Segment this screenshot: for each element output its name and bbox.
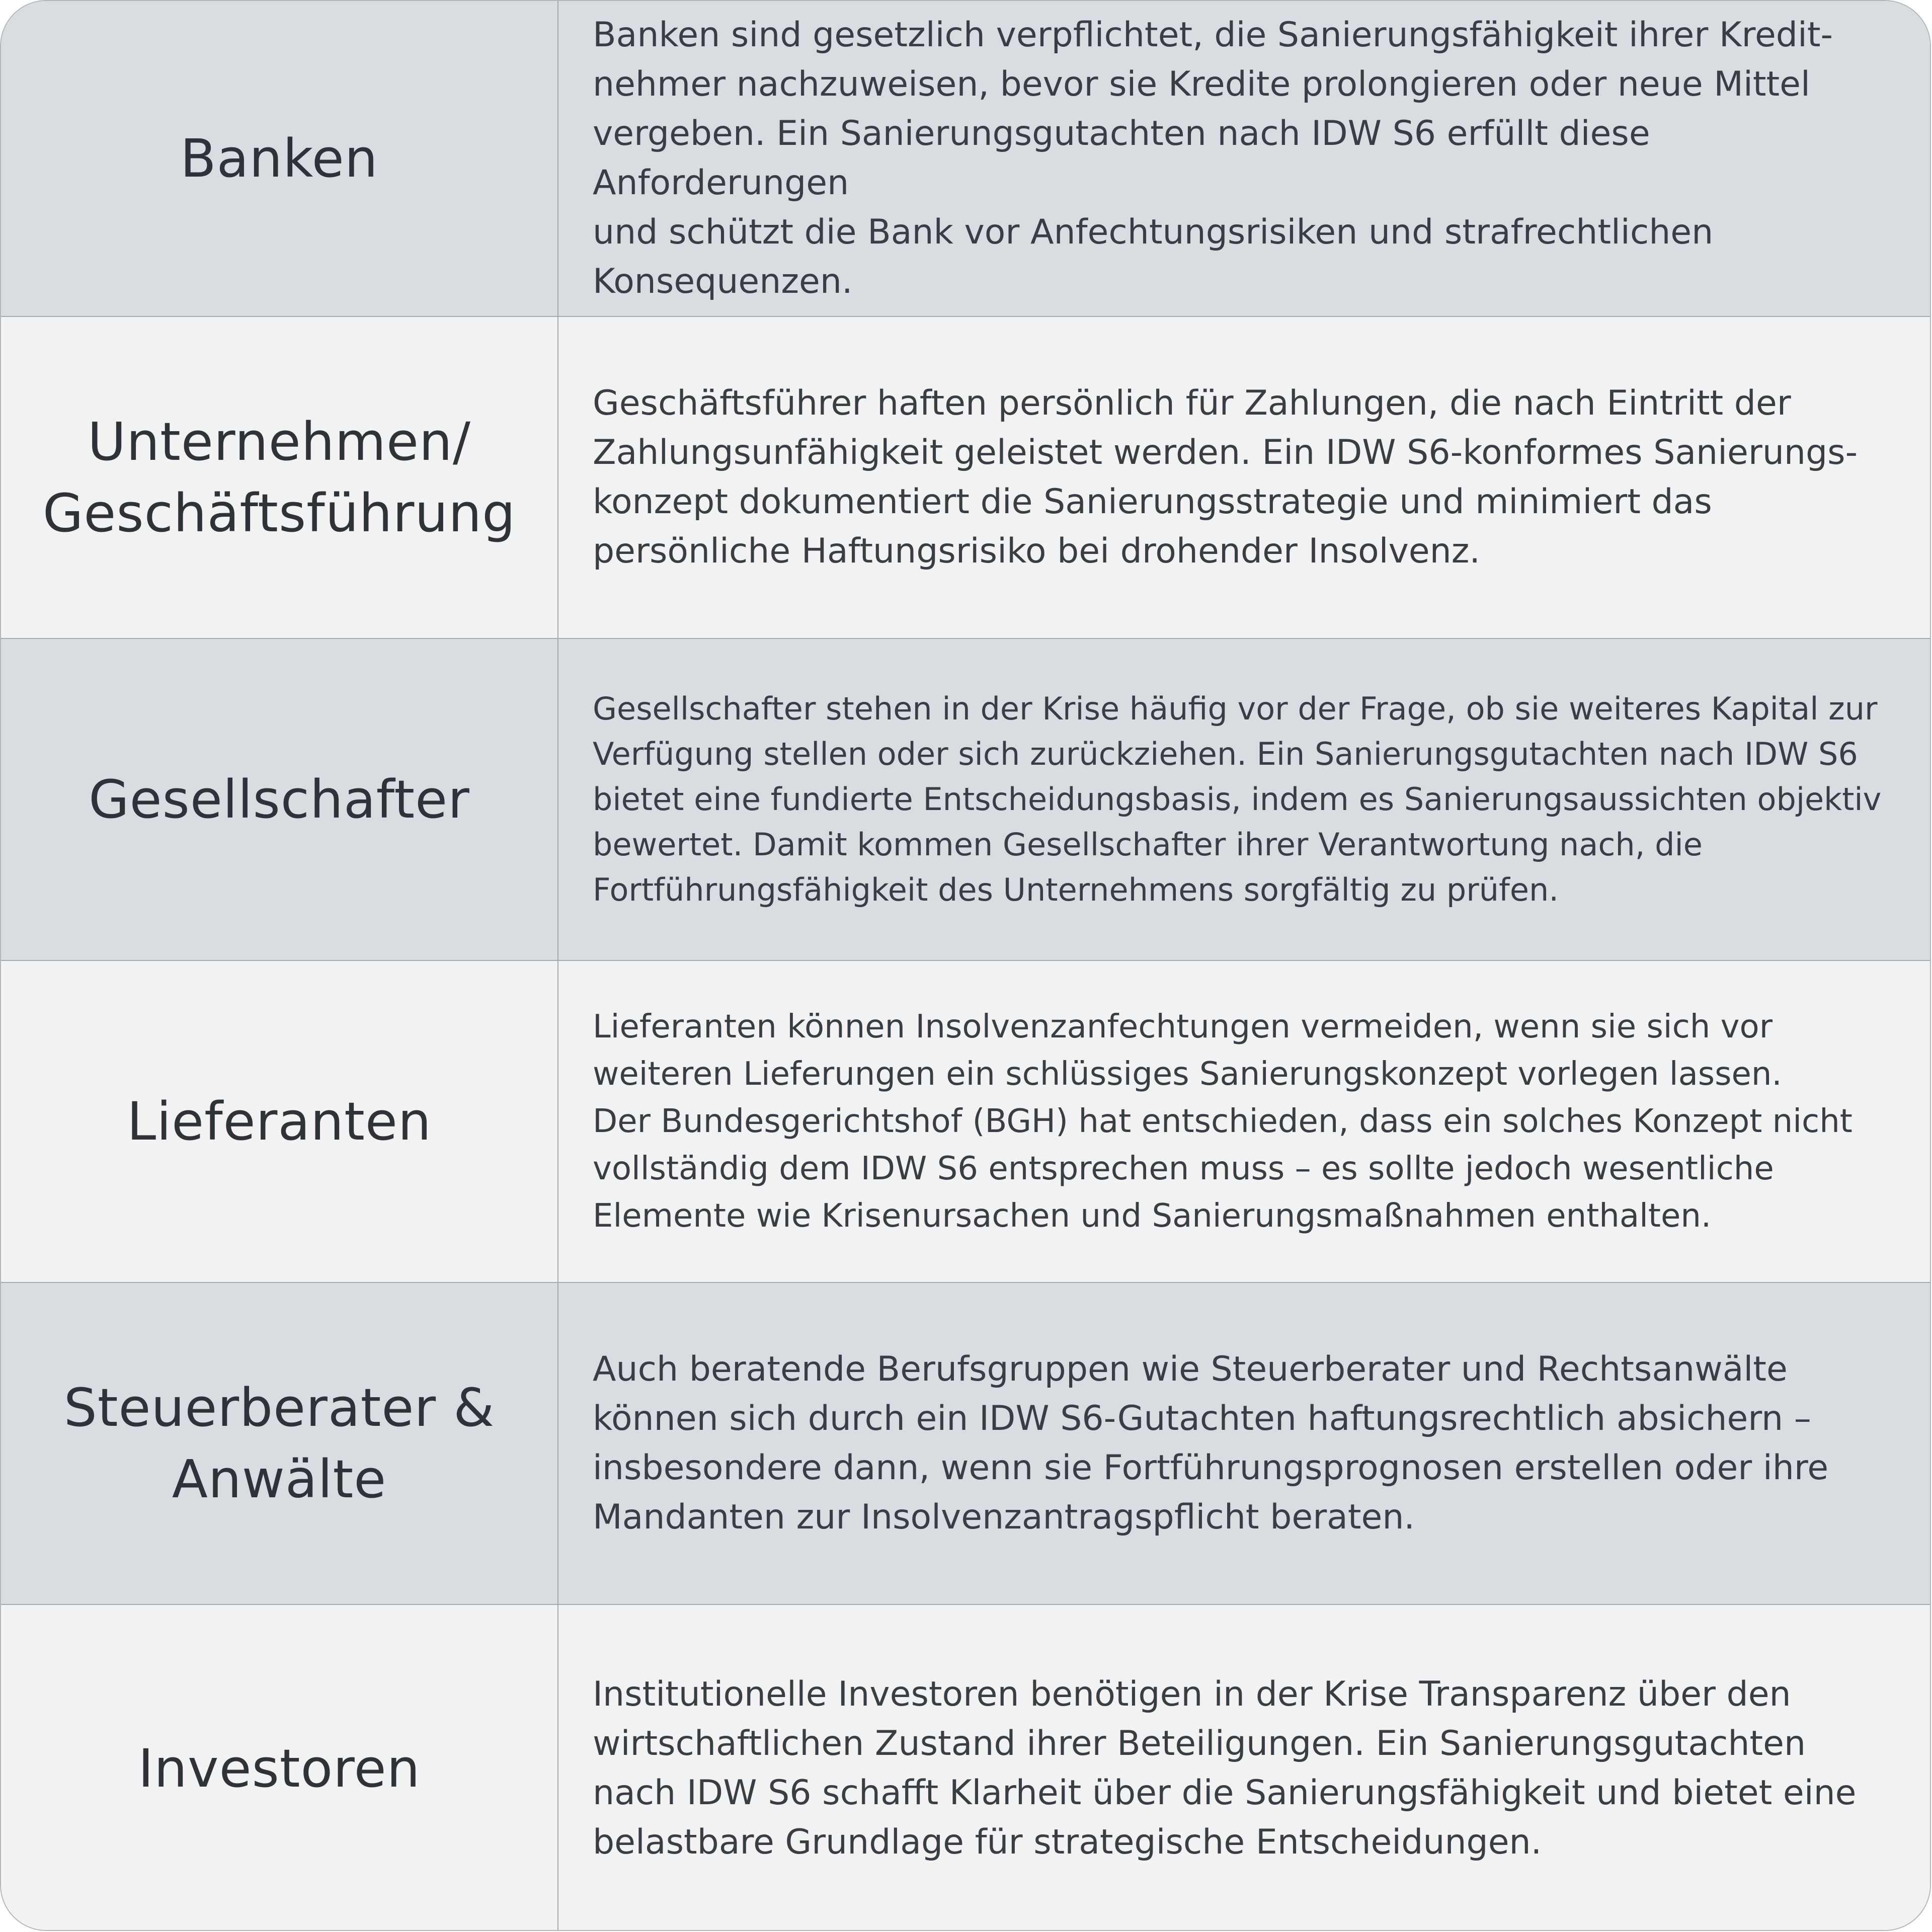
row-label: Unternehmen/ Geschäftsführung — [42, 411, 516, 544]
row-label: Steuerberater & Anwälte — [63, 1377, 495, 1510]
row-label-cell — [1, 1, 558, 316]
row-description: Institutionelle Investoren benötigen in der Krise Transparenz über den wirtschaftlichen Zustand ihrer Beteiligungen. Ein Sanierungsgutachten nach IDW S6 schafft Klarheit über die Sanierungsfähigkeit und bietet eine belastbare Grundlage für strategische Entscheidungen. — [593, 1674, 1857, 1862]
row-text-cell — [558, 639, 1930, 960]
row-lieferanten — [1, 961, 1930, 1283]
row-description: Gesellschafter stehen in der Krise häufig vor der Frage, ob sie weiteres Kapital zur Verfügung stellen oder sich zurückziehen. Ein Sanierungsgutachten nach IDW S6 bietet eine fundierte Entscheidungsbasis, indem es Sanierungsaussichten objektiv bewertet. Damit kommen Gesellschafter ihrer Verantwortung nach, die Fortführungsfähigkeit des Unternehmens sorgfältig zu prüfen. — [593, 690, 1882, 908]
row-unternehmen — [1, 317, 1930, 639]
row-label-cell — [1, 317, 558, 638]
row-investoren — [1, 1605, 1930, 1931]
row-label-cell — [1, 1605, 558, 1931]
row-label: Banken — [180, 128, 378, 189]
row-description: Geschäftsführer haften persönlich für Zahlungen, die nach Eintritt der Zahlungsunfähigkeit geleistet werden. Ein IDW S6-konformes Sanierungs- konzept dokumentiert die Sanierungsstrategie und minimiert das persönliche Haftungsrisiko bei drohender Insolvenz. — [593, 383, 1858, 571]
row-label-cell — [1, 1283, 558, 1604]
row-text-cell — [558, 1605, 1930, 1931]
row-steuerberater — [1, 1283, 1930, 1605]
row-text-cell — [558, 961, 1930, 1282]
row-gesellschafter — [1, 639, 1930, 961]
row-description: Banken sind gesetzlich verpflichtet, die Sanierungsfähigkeit ihrer Kredit- nehmer nachzuweisen, bevor sie Kredite prolongieren oder neue Mittel vergeben. Ein Sanierungsgutachten nach IDW S6 erfüllt diese Anforderungen und schützt die Bank vor Anfechtungsrisiken und strafrechtlichen Konsequenzen. — [593, 15, 1833, 301]
row-description: Lieferanten können Insolvenzanfechtungen vermeiden, wenn sie sich vor weiteren Lieferungen ein schlüssiges Sanierungskonzept vorlegen lassen. Der Bundesgerichtshof (BGH) hat entschieden, dass ein solches Konzept nicht vollständig dem IDW S6 entsprechen muss – es sollte jedoch wesentliche Elemente wie Krisenursachen und Sanierungsmaßnahmen enthalten. — [593, 1008, 1853, 1235]
row-label: Investoren — [138, 1738, 421, 1799]
row-text-cell — [558, 317, 1930, 638]
row-text-cell — [558, 1283, 1930, 1604]
row-label-cell — [1, 639, 558, 960]
row-description: Auch beratende Berufsgruppen wie Steuerberater und Rechtsanwälte können sich durch ein IDW S6-Gutachten haftungsrechtlich absichern – insbesondere dann, wenn sie Fortführungsprognosen erstellen oder ihre Mandanten zur Insolvenzantragspflicht beraten. — [593, 1349, 1829, 1537]
row-label: Gesellschafter — [89, 769, 470, 830]
row-label: Lieferanten — [127, 1091, 432, 1152]
row-label-cell — [1, 961, 558, 1282]
row-text-cell — [558, 1, 1930, 316]
row-banken — [1, 1, 1930, 317]
